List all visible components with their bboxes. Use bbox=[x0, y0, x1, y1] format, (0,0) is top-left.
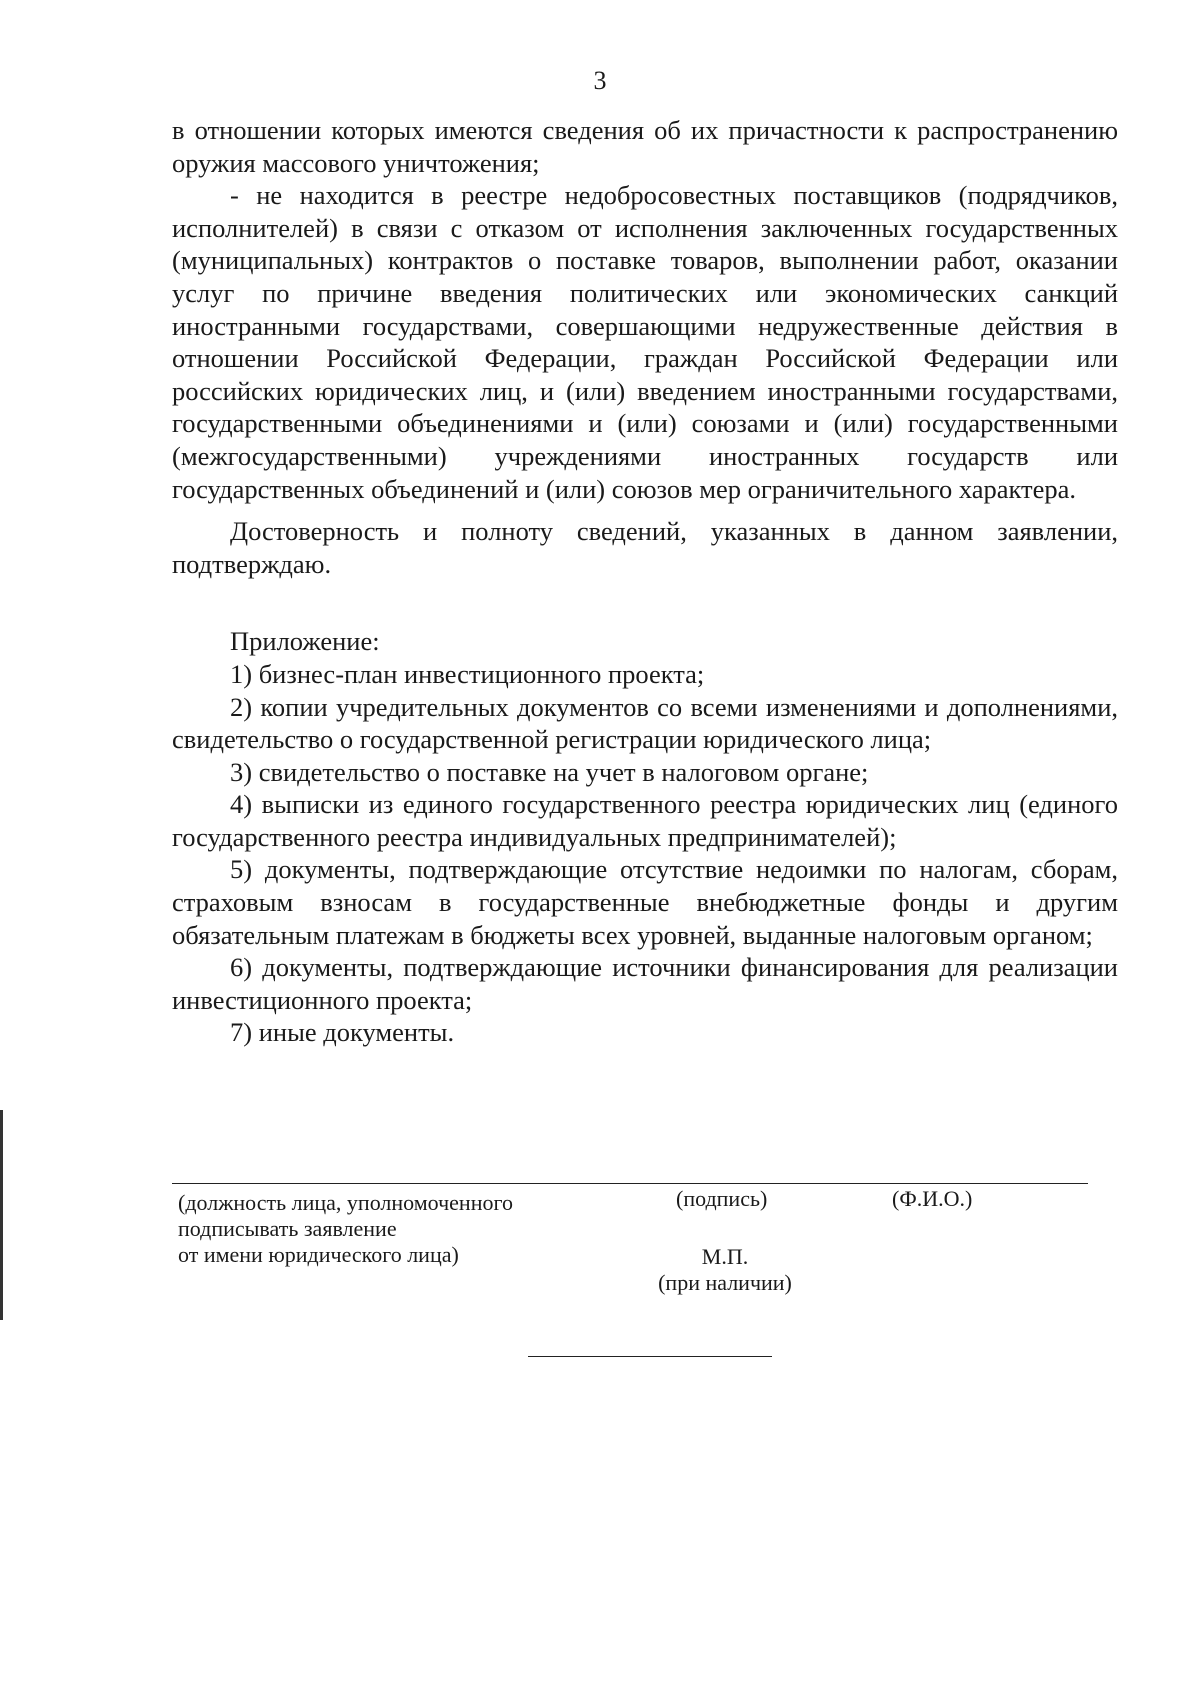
attachment-item: 1) бизнес-план инвестиционного проекта; bbox=[230, 658, 705, 689]
paragraph-unfair-suppliers: - не находится в реестре недобросовестных поставщиков (подрядчиков, исполнителей) в связи с отказом от исполнения заключенных государственных (муниципальных) контрактов о поставке товаров, выполнении работ, оказании услуг по причине введения политических или экономических санкций иностранными государствами, совершающими недружественные действия в отношении Российской Федерации, граждан Российской Федерации или российских юридических лиц, и (или) введением иностранными государствами, государственными объединениями и (или) союзами и (или) государственными (межгосударственными) учреждениями иностранных государств или государственных объединений и (или) союзов мер ограничительного характера. bbox=[172, 180, 1118, 504]
attachment-item: 6) документы, подтверждающие источники финансирования для реализации инвестиционного проекта; bbox=[172, 952, 1118, 1015]
name-label: (Ф.И.О.) bbox=[892, 1186, 973, 1211]
document-body bbox=[172, 114, 1118, 1049]
position-label: (должность лица, уполномоченного подписывать заявление от имени юридического лица) bbox=[178, 1190, 513, 1267]
attachment-item: 7) иные документы. bbox=[230, 1017, 455, 1048]
paragraph-confirmation: Достоверность и полноту сведений, указанных в данном заявлении, подтверждаю. bbox=[172, 516, 1118, 579]
attachment-item: 5) документы, подтверждающие отсутствие недоимки по налогам, сборам, страховым взносам в государственные внебюджетные фонды и другим обязательным платежам в бюджеты всех уровней, выданные налоговым органом; bbox=[172, 854, 1118, 950]
paragraph-sanctions-continued: в отношении которых имеются сведения об их причастности к распространению оружия массового уничтожения; bbox=[172, 115, 1118, 178]
attachment-item: 2) копии учредительных документов со всеми изменениями и дополнениями, свидетельство о государственной регистрации юридического лица; bbox=[172, 691, 1118, 755]
signature-line bbox=[172, 1183, 1088, 1184]
signature-label: (подпись) bbox=[676, 1186, 768, 1211]
closing-line bbox=[528, 1356, 772, 1357]
attachment-item: 4) выписки из единого государственного реестра юридических лиц (единого государственного реестра индивидуальных предпринимателей); bbox=[172, 789, 1118, 852]
scan-edge-mark bbox=[0, 1110, 3, 1320]
page-number: 3 bbox=[593, 66, 607, 95]
attachment-item: 3) свидетельство о поставке на учет в налоговом органе; bbox=[230, 756, 869, 787]
stamp-label: М.П. (при наличии) bbox=[658, 1244, 792, 1295]
attachments-heading: Приложение: bbox=[230, 626, 380, 657]
